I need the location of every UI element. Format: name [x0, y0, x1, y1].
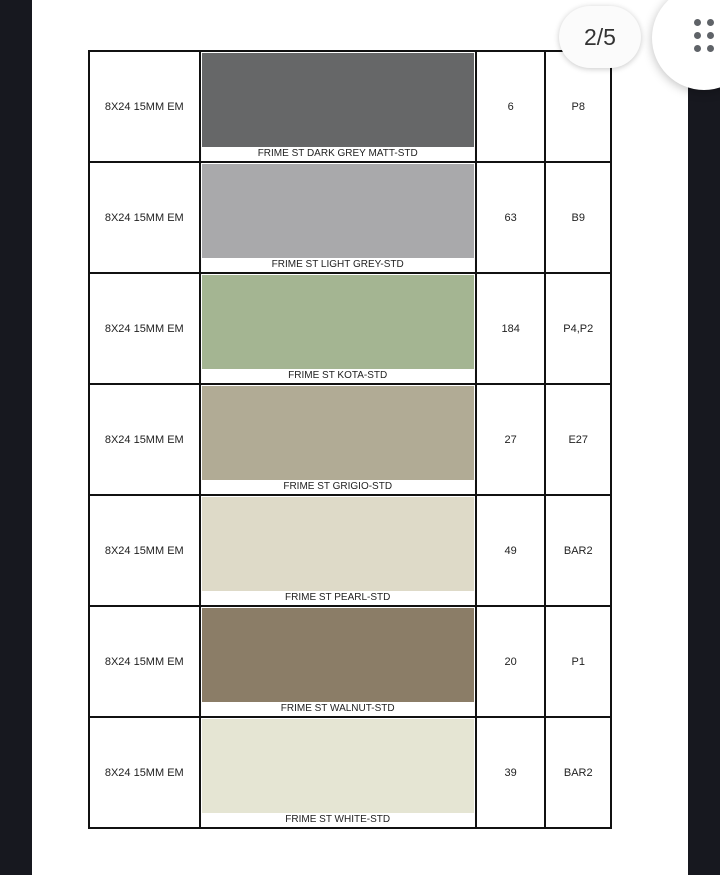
tile-name: FRIME ST WALNUT-STD: [280, 703, 395, 714]
swatch-cell: [200, 162, 476, 273]
size-cell: 8X24 15MM EM: [89, 495, 200, 606]
tile-name: FRIME ST WHITE-STD: [285, 814, 391, 825]
quantity-cell: 39: [476, 717, 546, 828]
tile-swatch: [202, 719, 474, 813]
table-row: [89, 51, 611, 162]
size-cell: 8X24 15MM EM: [89, 51, 200, 162]
tile-swatch: [202, 164, 474, 258]
size-cell: 8X24 15MM EM: [89, 273, 200, 384]
location-cell: P4,P2: [545, 273, 611, 384]
swatch-cell: [200, 273, 476, 384]
table-row: [89, 273, 611, 384]
table-body: [89, 51, 611, 828]
document-page: [32, 0, 688, 875]
size-cell: 8X24 15MM EM: [89, 606, 200, 717]
page-indicator-text: 2/5: [584, 23, 616, 50]
quantity-cell: 49: [476, 495, 546, 606]
tile-swatch: [202, 275, 474, 369]
quantity-cell: 63: [476, 162, 546, 273]
table-row: [89, 495, 611, 606]
grid-dots-icon: [694, 19, 718, 53]
swatch-cell: [200, 495, 476, 606]
swatch-cell: [200, 606, 476, 717]
size-cell: 8X24 15MM EM: [89, 384, 200, 495]
quantity-cell: 27: [476, 384, 546, 495]
tile-swatch: [202, 53, 474, 147]
table-row: [89, 384, 611, 495]
location-cell: P1: [545, 606, 611, 717]
quantity-cell: 6: [476, 51, 546, 162]
tile-swatch: [202, 497, 474, 591]
location-cell: P8: [545, 51, 611, 162]
location-cell: E27: [545, 384, 611, 495]
tile-name: FRIME ST GRIGIO-STD: [283, 481, 393, 492]
table-row: [89, 162, 611, 273]
size-cell: 8X24 15MM EM: [89, 162, 200, 273]
swatch-cell: [200, 717, 476, 828]
quantity-cell: 20: [476, 606, 546, 717]
quantity-cell: 184: [476, 273, 546, 384]
tile-name: FRIME ST PEARL-STD: [285, 592, 391, 603]
page-indicator: [559, 6, 641, 68]
tile-swatch: [202, 386, 474, 480]
tile-name: FRIME ST LIGHT GREY-STD: [271, 259, 404, 270]
location-cell: B9: [545, 162, 611, 273]
tile-name: FRIME ST KOTA-STD: [288, 370, 388, 381]
size-cell: 8X24 15MM EM: [89, 717, 200, 828]
location-cell: BAR2: [545, 495, 611, 606]
swatch-cell: [200, 51, 476, 162]
swatch-cell: [200, 384, 476, 495]
location-cell: BAR2: [545, 717, 611, 828]
tile-swatch: [202, 608, 474, 702]
tile-stock-table: [88, 50, 612, 829]
tile-name: FRIME ST DARK GREY MATT-STD: [257, 148, 418, 159]
table-row: [89, 717, 611, 828]
table-row: [89, 606, 611, 717]
